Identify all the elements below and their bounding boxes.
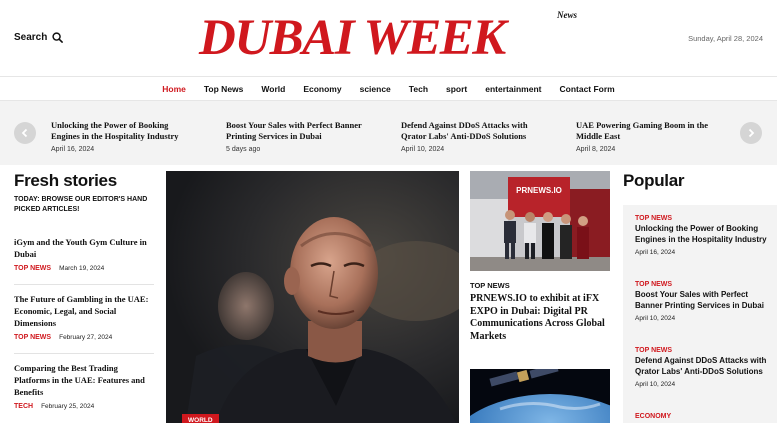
- nav-item-sport[interactable]: sport: [446, 83, 468, 94]
- popular-list: [623, 205, 777, 423]
- ticker-item[interactable]: [51, 120, 191, 153]
- expo-article-image[interactable]: [470, 171, 610, 271]
- logo-tag: News: [557, 10, 577, 20]
- nav-item-top-news[interactable]: Top News: [203, 83, 244, 94]
- nav-item-world[interactable]: World: [261, 83, 286, 94]
- fresh-stories-header: [14, 171, 154, 214]
- story-category[interactable]: TECH: [14, 403, 34, 410]
- popular-item-date: April 16, 2024: [635, 249, 676, 256]
- chevron-right-icon: [746, 128, 756, 138]
- fresh-stories-title: Fresh stories: [14, 171, 117, 190]
- popular-item-title[interactable]: Boost Your Sales with Perfect Banner Printing Services in Dubai: [635, 290, 764, 310]
- popular-item[interactable]: [635, 413, 773, 420]
- ticker-item[interactable]: [401, 120, 541, 153]
- ticker-item-date: April 8, 2024: [576, 146, 616, 153]
- search-label: Search: [14, 32, 48, 43]
- ticker-item-title[interactable]: Unlocking the Power of Booking Engines in the Hospitality Industry: [51, 120, 179, 141]
- site-header: [0, 0, 777, 76]
- portrait-photo: [166, 171, 459, 423]
- story-item[interactable]: [14, 236, 154, 272]
- divider: [14, 284, 154, 285]
- search-button[interactable]: [14, 32, 63, 43]
- popular-item-category[interactable]: TOP NEWS: [635, 347, 673, 354]
- logo-text: DUBAI WEEK: [199, 10, 505, 66]
- earth-satellite-photo: [470, 369, 610, 423]
- popular-item[interactable]: [635, 347, 773, 388]
- expo-category[interactable]: TOP NEWS: [470, 281, 510, 290]
- story-date: February 27, 2024: [59, 334, 113, 341]
- nav-item-economy[interactable]: Economy: [303, 83, 342, 94]
- story-item[interactable]: [14, 362, 154, 410]
- ticker-item-title[interactable]: UAE Powering Gaming Boom in the Middle East: [576, 120, 708, 141]
- popular-title: Popular: [623, 171, 685, 190]
- nav-item-contact-form[interactable]: Contact Form: [559, 83, 615, 94]
- nav-item-entertainment[interactable]: entertainment: [485, 83, 542, 94]
- nav-item-science[interactable]: science: [359, 83, 391, 94]
- popular-item-category[interactable]: TOP NEWS: [635, 215, 673, 222]
- chevron-left-icon: [20, 128, 30, 138]
- space-article-image[interactable]: [470, 369, 610, 423]
- fresh-stories-subtitle: TODAY: BROWSE OUR EDITOR'S HAND PICKED ARTICLES!: [14, 196, 148, 213]
- ticker-prev-button[interactable]: [14, 122, 36, 144]
- booth-sign-text: PRNEWS.IO: [516, 186, 562, 195]
- story-category[interactable]: TOP NEWS: [14, 334, 52, 341]
- ticker-item-title[interactable]: Defend Against DDoS Attacks with Qrator Labs' Anti-DDoS Solutions: [401, 120, 528, 141]
- header-date: Sunday, April 28, 2024: [688, 34, 763, 43]
- story-item[interactable]: [14, 293, 154, 341]
- popular-item[interactable]: [635, 215, 773, 256]
- main-nav: [0, 76, 777, 101]
- ticker-next-button[interactable]: [740, 122, 762, 144]
- popular-item-title[interactable]: Defend Against DDoS Attacks with Qrator Labs' Anti-DDoS Solutions: [635, 356, 767, 376]
- story-title[interactable]: Comparing the Best Trading Platforms in the UAE: Features and Benefits: [14, 363, 145, 397]
- popular-item-title[interactable]: Unlocking the Power of Booking Engines in the Hospitality Industry: [635, 224, 767, 244]
- ticker-item-title[interactable]: Boost Your Sales with Perfect Banner Printing Services in Dubai: [226, 120, 362, 141]
- popular-item-date: April 10, 2024: [635, 381, 676, 388]
- divider: [14, 353, 154, 354]
- story-date: February 25, 2024: [41, 403, 95, 410]
- story-date: March 19, 2024: [59, 265, 105, 272]
- ticker-item-date: April 10, 2024: [401, 146, 445, 153]
- featured-article-image[interactable]: [166, 171, 459, 423]
- popular-item[interactable]: [635, 281, 773, 322]
- expo-article-title[interactable]: PRNEWS.IO to exhibit at iFX EXPO in Dubai: Digital PR Communications Across Global Markets: [470, 293, 605, 342]
- expo-booth-photo: [470, 171, 610, 271]
- nav-item-home[interactable]: Home: [162, 83, 186, 94]
- site-logo[interactable]: [199, 8, 579, 68]
- nav-item-tech[interactable]: Tech: [408, 83, 429, 94]
- ticker-item[interactable]: [226, 120, 366, 153]
- popular-item-category[interactable]: ECONOMY: [635, 413, 672, 420]
- search-icon: [52, 32, 63, 43]
- news-ticker: [0, 101, 777, 165]
- ticker-item-date: 5 days ago: [226, 146, 261, 153]
- story-category[interactable]: TOP NEWS: [14, 265, 52, 272]
- ticker-item[interactable]: [576, 120, 716, 153]
- story-title[interactable]: The Future of Gambling in the UAE: Economic, Legal, and Social Dimensions: [14, 294, 149, 328]
- featured-category-badge[interactable]: WORLD: [182, 414, 219, 423]
- popular-item-category[interactable]: TOP NEWS: [635, 281, 673, 288]
- popular-item-date: April 10, 2024: [635, 315, 676, 322]
- ticker-item-date: April 16, 2024: [51, 146, 95, 153]
- story-title[interactable]: iGym and the Youth Gym Culture in Dubai: [14, 237, 147, 259]
